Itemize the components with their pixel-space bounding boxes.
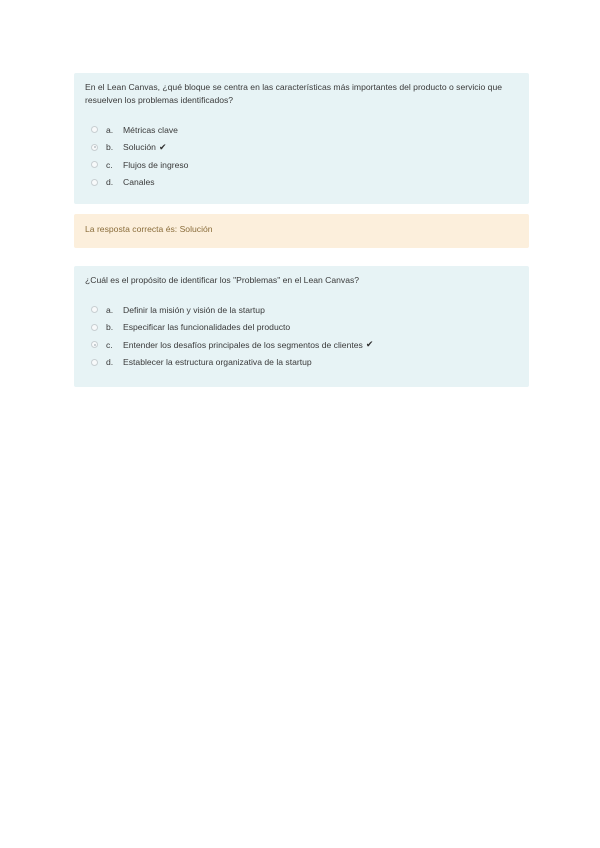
question-1-option-c[interactable] <box>85 156 518 174</box>
question-1-option-a[interactable] <box>85 121 518 139</box>
question-2-text: ¿Cuál es el propósito de identificar los "Problemas" en el Lean Canvas? <box>85 275 360 285</box>
question-1-answers <box>85 121 518 191</box>
option-letter: a. <box>106 304 114 315</box>
option-label: Canales <box>123 177 155 188</box>
radio-icon[interactable] <box>91 359 98 366</box>
option-letter: d. <box>106 357 114 368</box>
option-label: Establecer la estructura organizativa de la startup <box>123 357 312 368</box>
question-1-text: En el Lean Canvas, ¿qué bloque se centra en las características más importantes del producto o servicio que resuelven los problemas identificados? <box>85 82 503 105</box>
option-letter: b. <box>106 142 114 153</box>
radio-icon[interactable] <box>91 126 98 133</box>
question-1-option-b[interactable] <box>85 139 518 157</box>
radio-icon[interactable] <box>91 161 98 168</box>
question-1-option-d[interactable] <box>85 174 518 192</box>
radio-icon[interactable] <box>91 306 98 313</box>
option-label: Flujos de ingreso <box>123 159 189 170</box>
question-2-option-d[interactable] <box>85 354 518 372</box>
question-2-option-c[interactable] <box>85 336 518 354</box>
option-letter: b. <box>106 322 114 333</box>
option-label: Especificar las funcionalidades del producto <box>123 322 291 333</box>
correct-answer-feedback: La resposta correcta és: Solución <box>74 214 529 248</box>
option-letter: a. <box>106 124 114 135</box>
radio-icon[interactable] <box>91 324 98 331</box>
question-1-box <box>74 73 529 204</box>
radio-checked-icon[interactable] <box>91 341 98 348</box>
option-label: Definir la misión y visión de la startup <box>123 304 265 315</box>
question-2-answers <box>85 301 518 371</box>
option-letter: c. <box>106 159 113 170</box>
option-letter: d. <box>106 177 114 188</box>
option-label: Entender los desafíos principales de los segmentos de clientes <box>123 339 363 350</box>
option-label: Métricas clave <box>123 124 178 135</box>
checkmark-icon: ✔ <box>365 339 374 350</box>
radio-icon[interactable] <box>91 179 98 186</box>
radio-checked-icon[interactable] <box>91 144 98 151</box>
question-2-option-a[interactable] <box>85 301 518 319</box>
question-2-box <box>74 266 529 387</box>
checkmark-icon: ✔ <box>158 141 167 152</box>
question-2-option-b[interactable] <box>85 319 518 337</box>
option-label: Solución <box>123 142 156 153</box>
option-letter: c. <box>106 339 113 350</box>
